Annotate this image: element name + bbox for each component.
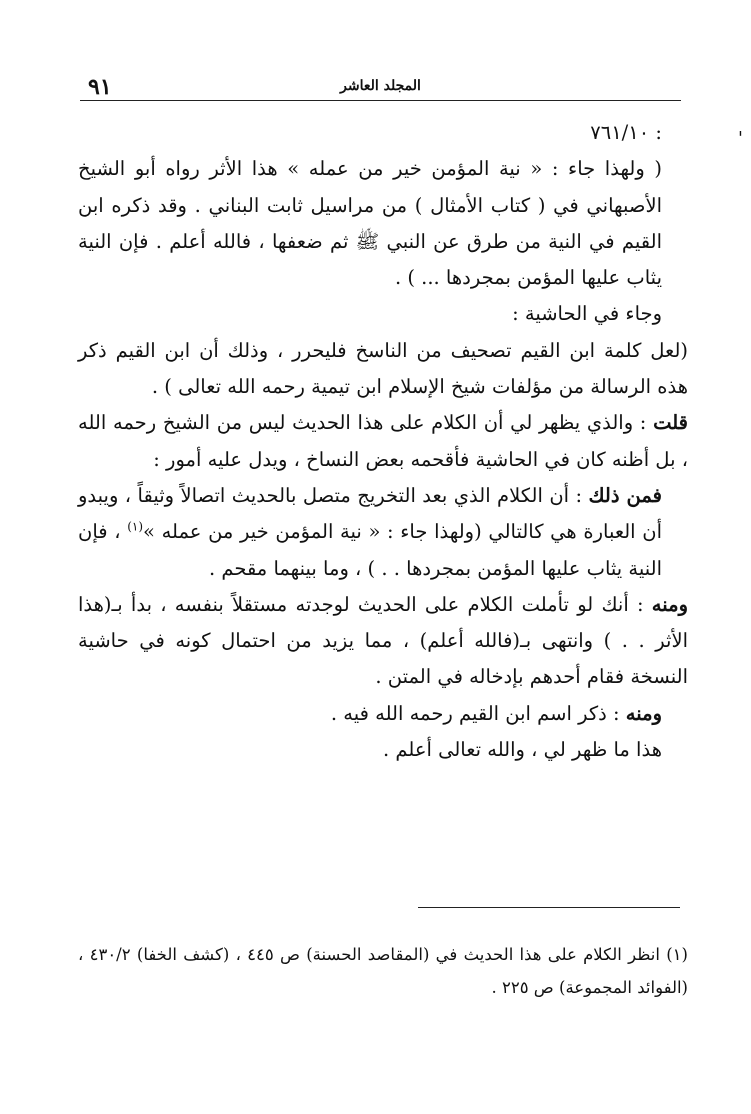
footnote-divider xyxy=(418,907,680,908)
paragraph-evidence-3 xyxy=(78,696,688,732)
paragraph-margin-intro: وجاء في الحاشية : xyxy=(512,302,662,326)
footnote-1: (١) انظر الكلام على هذا الحديث في (المقاصد الحسنة) ص ٤٤٥ ، (كشف الخفا) ٤٣٠/٢ ، (الفوائد المجموعة) ص ٢٢٥ . xyxy=(78,945,688,997)
lead-word: فمن ذلك xyxy=(588,483,662,507)
paragraph-text: : أنك لو تأملت الكلام على الحديث لوجدته مستقلاً بنفسه ، بدأ بـ(هذا الأثر . . ) وانتهى بـ(فالله أعلم) ، مما يزيد من احتمال كونه في حاشية النسخة فقام أحدهم بإدخاله في المتن . xyxy=(78,592,688,689)
paragraph-text: : ذكر اسم ابن القيم رحمه الله فيه . xyxy=(330,701,626,725)
footnotes xyxy=(78,938,688,1004)
lead-word: قلت xyxy=(653,411,688,435)
lead-word: ومنه xyxy=(625,701,662,725)
paragraph-text: ، فإن النية يثاب عليها المؤمن بمجردها . . ) ، وما بينهما مقحم . xyxy=(78,520,662,580)
paragraph-conclusion: هذا ما ظهر لي ، والله تعالى أعلم . xyxy=(382,738,662,762)
paragraph-evidence-2 xyxy=(78,587,688,696)
main-text xyxy=(78,115,688,768)
paragraph-margin-note: (لعل كلمة ابن القيم تصحيف من الناسخ فليحرر ، وذلك أن ابن القيم ذكر هذه الرسالة من مؤلفات شيخ الإسلام ابن تيمية رحمه الله تعالى ) . xyxy=(78,338,688,399)
page-number: ٩١ xyxy=(88,74,112,100)
paragraph-opinion xyxy=(78,405,688,478)
footnote-reference[interactable]: (١) xyxy=(127,519,144,534)
lead-word: ومنه xyxy=(651,592,688,616)
paragraph-reference: : ٧٦١/١٠ xyxy=(590,121,662,144)
paragraph-text: : أن الكلام الذي بعد التخريج متصل بالحديث اتصالاً وثيقاً ، ويبدو أن العبارة هي كالتالي (ولهذا جاء : « نية المؤمن خير من عمله » xyxy=(78,483,662,544)
paragraph-quote: ( ولهذا جاء : « نية المؤمن خير من عمله » هذا الأثر رواه أبو الشيخ الأصبهاني في ( كتاب الأمثال ) من مراسيل ثابت البناني . وقد ذكره ابن القيم في النية من طرق عن النبي ﷺ ثم ضعفها ، فالله أعلم . فإن النية يثاب عليها المؤمن بمجردها ... ) . xyxy=(78,157,662,290)
margin-mark: ' xyxy=(738,128,743,149)
running-title: المجلد العاشر xyxy=(340,78,421,94)
paragraph-text: : والذي يظهر لي أن الكلام على هذا الحديث ليس من الشيخ رحمه الله ، بل أظنه كان في الحاشية فأقحمه بعض النساخ ، ويدل عليه أمور : xyxy=(78,411,688,471)
paragraph-evidence-1 xyxy=(78,478,688,587)
page-header xyxy=(80,76,681,101)
